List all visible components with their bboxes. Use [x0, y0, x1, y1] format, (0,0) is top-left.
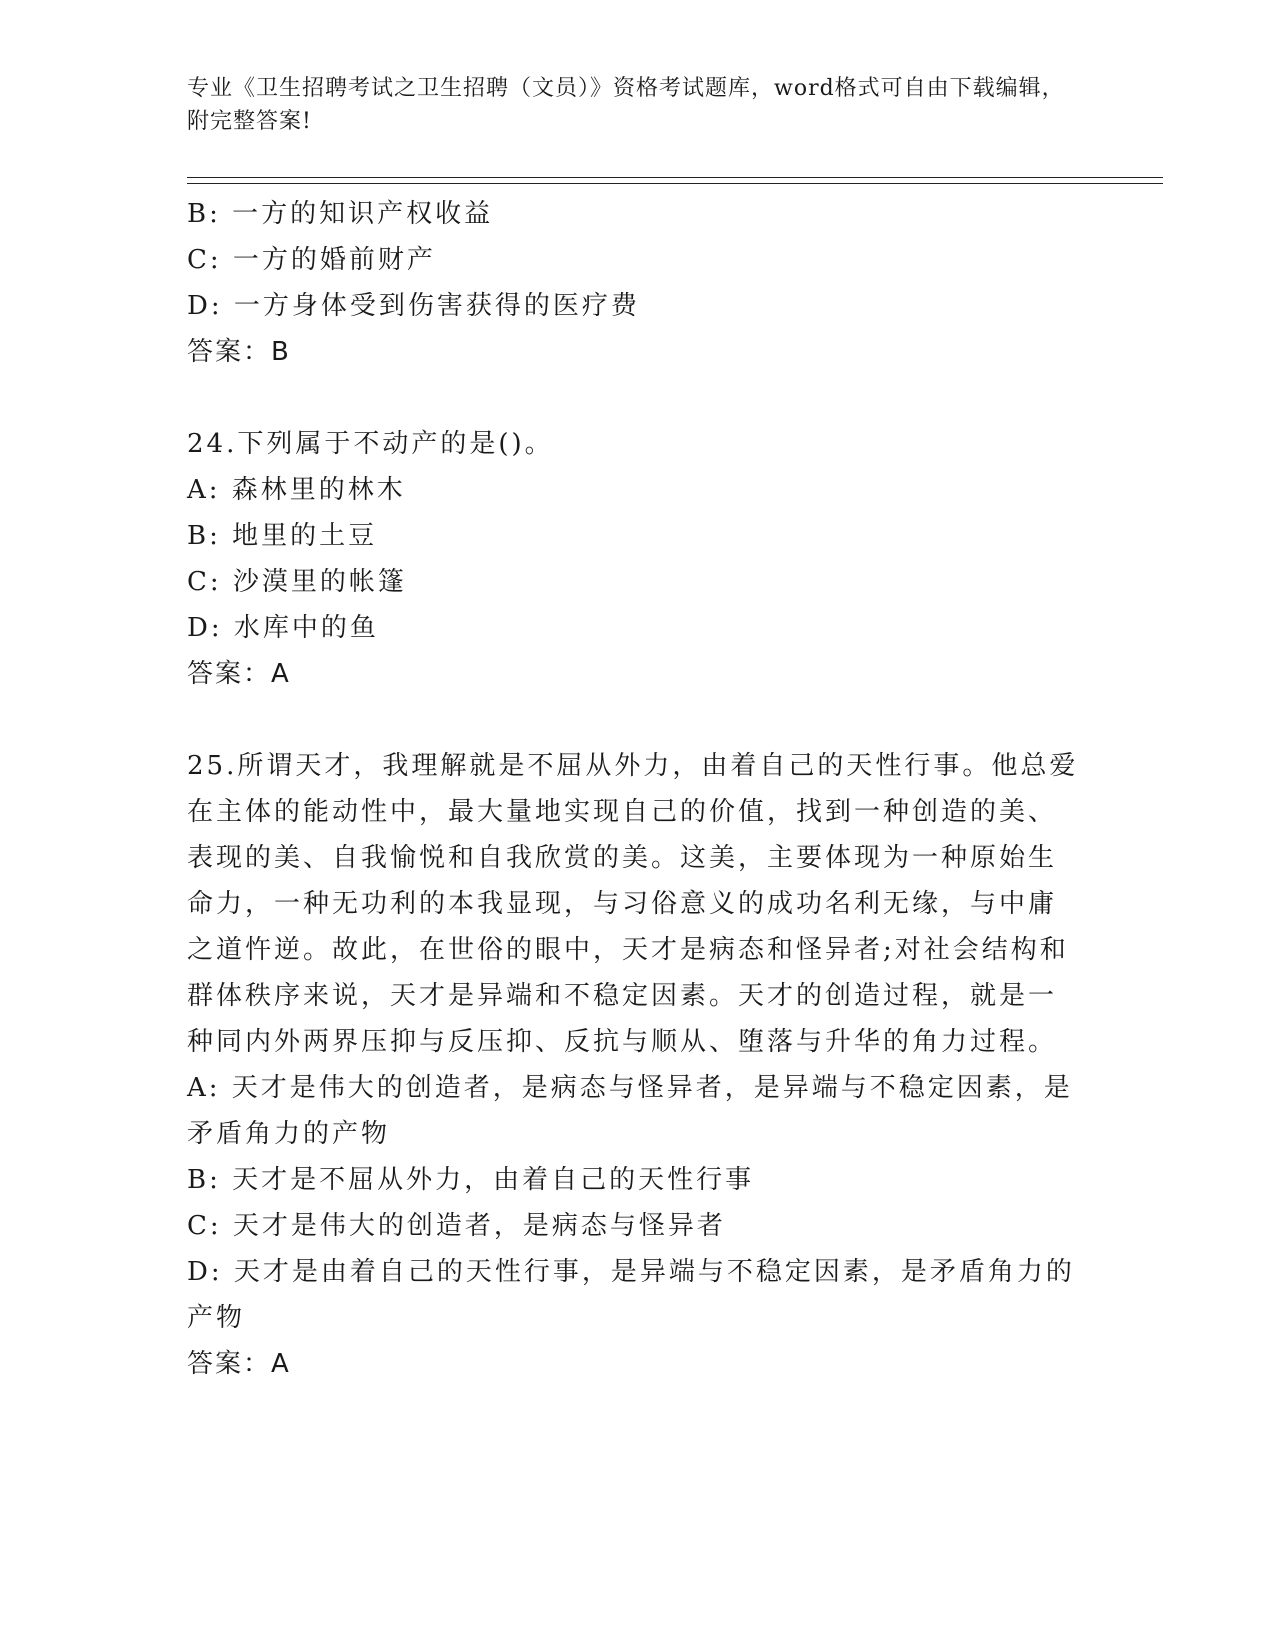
q25-stem-line: 之道忤逆。故此，在世俗的眼中，天才是病态和怪异者;对社会结构和 [187, 935, 1069, 965]
q23-option-b: B: 一方的知识产权收益 [187, 199, 494, 229]
q25-option-a: A: 天才是伟大的创造者，是病态与怪异者，是异端与不稳定因素，是 [187, 1073, 1073, 1103]
spacer [187, 375, 1087, 421]
q24-answer: 答案：A [187, 659, 291, 689]
q25-stem-line: 命力，一种无功利的本我显现，与习俗意义的成功名利无缘，与中庸 [187, 889, 1058, 919]
q25-option-d-cont: 产物 [187, 1303, 246, 1333]
q25-option-c: C: 天才是伟大的创造者，是病态与怪异者 [187, 1211, 726, 1241]
q25-stem-line: 25.所谓天才，我理解就是不屈从外力，由着自己的天性行事。他总爱 [187, 751, 1079, 781]
q25-stem-line: 群体秩序来说，天才是异端和不稳定因素。天才的创造过程，就是一 [187, 981, 1058, 1011]
q25-option-d: D: 天才是由着自己的天性行事，是异端与不稳定因素，是矛盾角力的 [187, 1257, 1075, 1287]
q24-option-d: D: 水库中的鱼 [187, 613, 379, 643]
q25-option-b: B: 天才是不屈从外力，由着自己的天性行事 [187, 1165, 755, 1195]
q25-stem-line: 表现的美、自我愉悦和自我欣赏的美。这美，主要体现为一种原始生 [187, 843, 1058, 873]
q24-option-a: A: 森林里的林木 [187, 475, 406, 505]
question-24 [187, 421, 1087, 697]
q25-stem-line: 在主体的能动性中，最大量地实现自己的价值，找到一种创造的美、 [187, 797, 1058, 827]
q24-option-b: B: 地里的土豆 [187, 521, 378, 551]
question-25 [187, 743, 1087, 1387]
document-header: 专业《卫生招聘考试之卫生招聘（文员）》资格考试题库，word格式可自由下载编辑，附完整答案! [187, 76, 1065, 134]
q24-option-c: C: 沙漠里的帐篷 [187, 567, 407, 597]
q25-answer: 答案：A [187, 1349, 291, 1379]
q24-stem: 24.下列属于不动产的是()。 [187, 429, 554, 459]
spacer [187, 697, 1087, 743]
header-rule-bottom [187, 183, 1163, 184]
header-rule-top [187, 177, 1163, 178]
q23-option-c: C: 一方的婚前财产 [187, 245, 436, 275]
question-23 [187, 191, 1087, 375]
q23-answer: 答案：B [187, 337, 291, 367]
q25-stem-line: 种同内外两界压抑与反压抑、反抗与顺从、堕落与升华的角力过程。 [187, 1027, 1058, 1057]
q23-option-d: D: 一方身体受到伤害获得的医疗费 [187, 291, 640, 321]
q25-option-a-cont: 矛盾角力的产物 [187, 1119, 391, 1149]
document-body [187, 191, 1087, 1387]
